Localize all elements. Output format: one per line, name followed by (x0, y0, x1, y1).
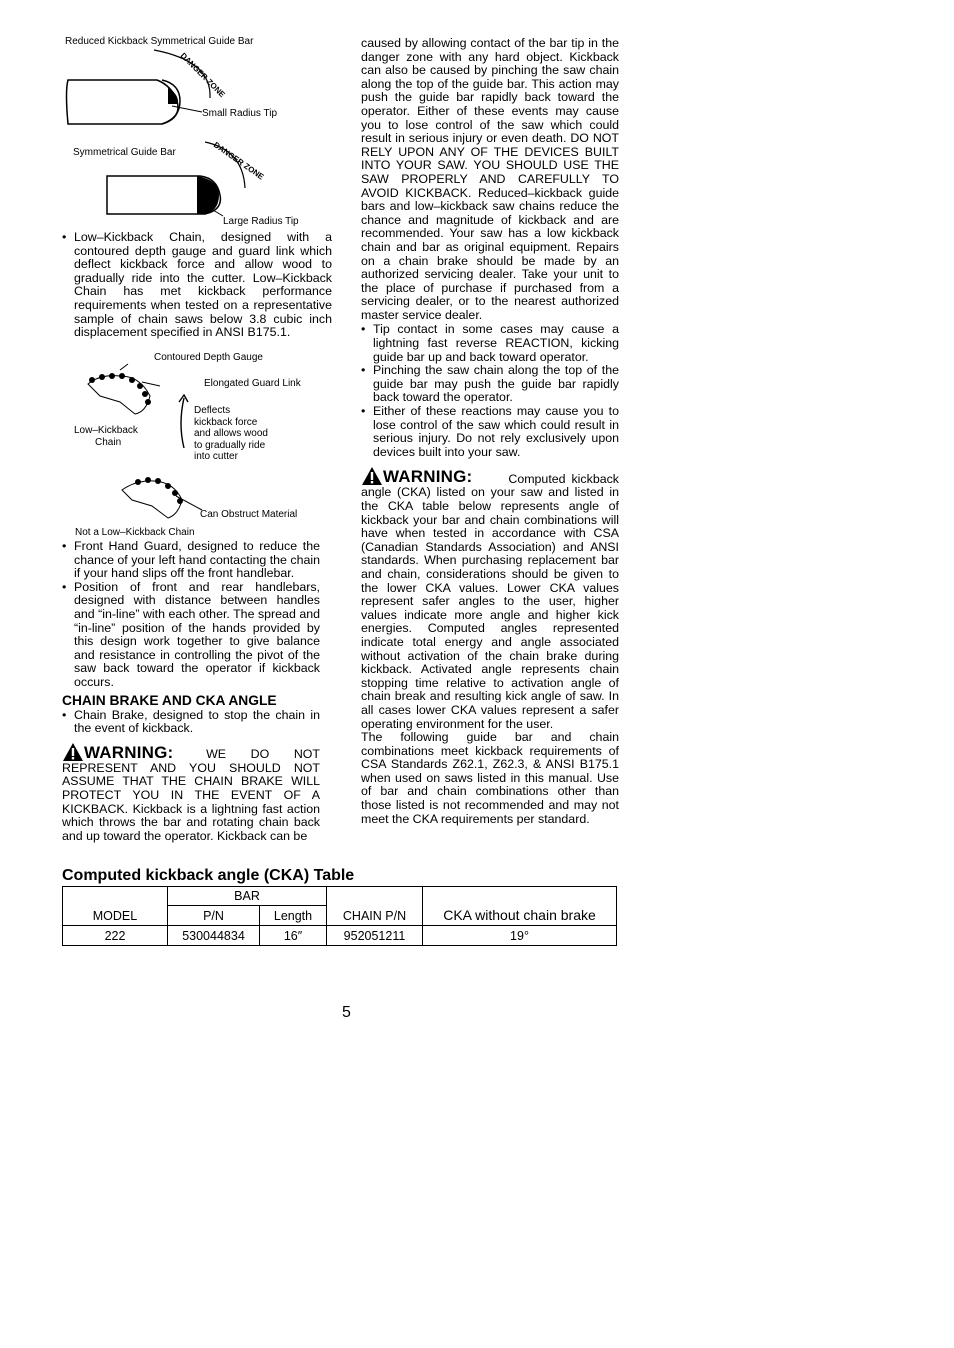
page-number: 5 (342, 1004, 351, 1021)
not-low-kickback-chain-figure (118, 470, 213, 525)
bullet-front-hand-guard: • Front Hand Guard, designed to reduce the chance of your left hand contacting the chain if your hand slips off the front handlebar. (62, 539, 320, 581)
left-column-lower (62, 540, 320, 843)
cell-model: 222 (63, 926, 168, 946)
not-low-kickback-caption: Not a Low–Kickback Chain (75, 527, 195, 538)
bullet-handlebar-position: • Position of front and rear handlebars, designed with distance between handles and “in-line” with each other. The spread and “in-line” position of the hands provided by this design work together to give balance and resistance in controlling the pivot of the saw back toward the operator if kickback occurs. (62, 579, 320, 689)
cell-cka: 19° (423, 926, 617, 946)
reduced-bar-title: Reduced Kickback Symmetrical Guide Bar (65, 36, 254, 47)
header-chain-pn: CHAIN P/N (327, 887, 423, 926)
cell-length: 16″ (260, 926, 327, 946)
can-obstruct-label: Can Obstruct Material (200, 509, 298, 520)
danger-zone-label-2: DANGER ZONE (211, 140, 265, 182)
elongated-guard-link-label: Elongated Guard Link (204, 378, 301, 389)
table-row (63, 926, 617, 946)
deflects-text: Deflects kickback force and allows wood to gradually ride into cutter (194, 405, 268, 463)
large-radius-tip-label: Large Radius Tip (223, 216, 299, 227)
contoured-depth-gauge-label: Contoured Depth Gauge (154, 352, 263, 363)
right-bullet-1: • Tip contact in some cases may cause a lightning fast reverse REACTION, kicking guide bar up and back toward operator. (361, 322, 619, 364)
small-radius-tip-label: Small Radius Tip (202, 108, 278, 119)
left-warning-text: WE DO NOT REPRESENT AND YOU SHOULD NOT ASSUME THAT THE CHAIN BRAKE WILL PROTECT YOU IN THE EVENT OF A KICKBACK. Kickback is a lightning fast action which throws the bar and rotating chain back and up toward the operator. Kickback can be (62, 747, 320, 843)
cka-table (62, 886, 617, 946)
header-length: Length (260, 906, 327, 926)
chain-brake-heading: CHAIN BRAKE AND CKA ANGLE (62, 692, 277, 708)
right-bullet-2: • Pinching the saw chain along the top of the guide bar may push the guide bar rapidly back toward the operator. (361, 363, 619, 405)
right-warning-text: Computed kickback angle (CKA) listed on your saw and listed in the CKA table below represents angle of kickback your bar and chain combinations will have when tested in accordance with CSA (Canadian Standards Association) and ANSI standards. When purchasing replacement bar and chain, considerations should be given to the lower CKA values. Lower CKA values represent safer angles to the user, higher values indicate more angle and higher kick energies. Computed angles represented indicate total energy and angle associated without activation of the chain brake during kickback. Activated angle represents chain stopping time relative to activation angle of chain break and resulting kick angle of saw. In all cases lower CKA values represent a safer operating environment for the user. (361, 471, 619, 731)
symmetrical-bar-title: Symmetrical Guide Bar (73, 147, 176, 158)
warning-triangle-icon (62, 742, 84, 762)
right-column (361, 37, 619, 826)
bullet-chain-brake: • Chain Brake, designed to stop the chain in the event of kickback. (62, 707, 320, 736)
cka-table-title: Computed kickback angle (CKA) Table (62, 867, 355, 884)
right-para-1: caused by allowing contact of the bar tip in the danger zone with any hard object. Kickback can also be caused by pinching the saw chain along the top of the guide bar. This action may push the guide bar rapidly back toward the operator. Either of these events may cause you to lose control of the saw which could result in serious injury or even death. DO NOT RELY UPON ANY OF THE DEVICES BUILT INTO YOUR SAW. YOU SHOULD USE THE SAW PROPERLY AND CAREFULLY TO AVOID KICKBACK. Reduced–kickback guide bars and low–kickback saw chains reduce the chance and magnitude of kickback and are recommended. Your saw has a low kickback chain and bar as original equipment. Repairs on a chain brake should be made by an authorized servicing dealer. Take your unit to the place of purchase if purchased from a servicing dealer, or to the nearest authorized master service dealer. (361, 36, 619, 322)
header-pn: P/N (168, 906, 260, 926)
warning-label: WARNING: (383, 467, 473, 487)
left-warning (62, 742, 320, 844)
right-warning (361, 466, 619, 731)
danger-zone-label-1: DANGER ZONE (178, 51, 227, 100)
header-model: MODEL (63, 887, 168, 926)
deflect-arrow-icon (176, 394, 190, 450)
right-bullet-3: • Either of these reactions may cause you to lose control of the saw which could result in serious injury. Do not rely exclusively upon devices built into your saw. (361, 404, 619, 459)
warning-triangle-icon (361, 466, 383, 486)
low-kickback-chain-label-1: Low–Kickback (74, 425, 138, 436)
right-para-2: The following guide bar and chain combinations meet kickback requirements of CSA Standards Z62.1, Z62.3, & ANSI B175.1 when used on saws listed in this manual. Use of bar and chain combinations other than those listed is not recommended and may not meet the CKA requirements per standard. (361, 730, 619, 826)
warning-label: WARNING: (84, 742, 174, 762)
header-bar: BAR (168, 887, 327, 906)
symmetrical-bar-figure (105, 140, 265, 220)
low-kickback-chain-label-2: Chain (95, 437, 122, 448)
bullet-low-kickback: • Low–Kickback Chain, designed with a contoured depth gauge and guard link which deflect kickback force and allow wood to gradually ride into the cutter. Low–Kickback Chain has met kickback performance requirements when tested on a representative sample of chain saws below 3.8 cubic inch displacement specified in ANSI B175.1. (62, 230, 332, 340)
cell-pn: 530044834 (168, 926, 260, 946)
cell-chain-pn: 952051211 (327, 926, 423, 946)
header-cka: CKA without chain brake (423, 887, 617, 926)
